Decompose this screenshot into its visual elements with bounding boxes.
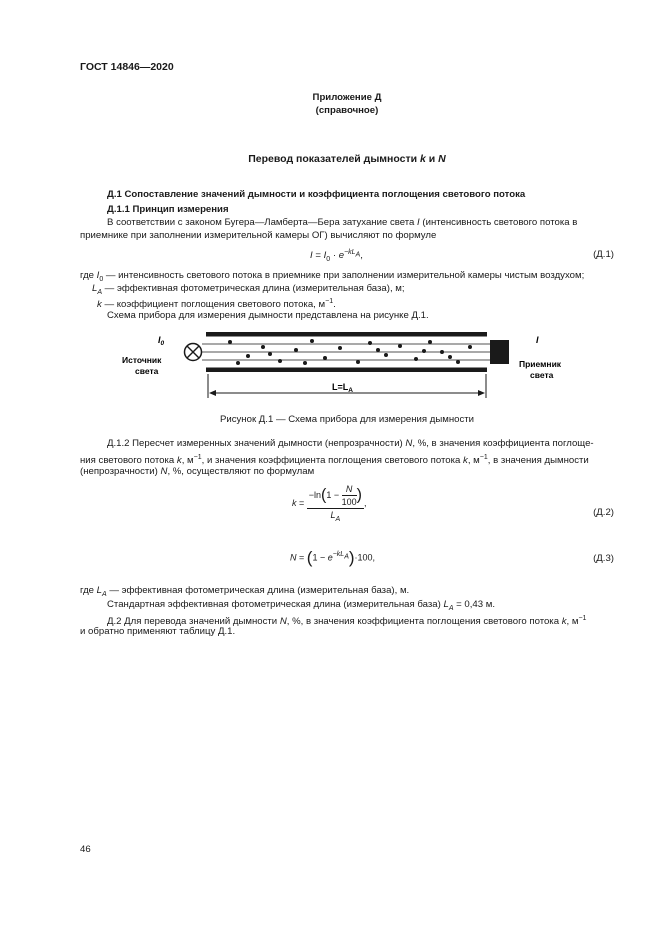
smoke-particle xyxy=(414,357,418,361)
smoke-particle xyxy=(261,345,265,349)
smoke-particle xyxy=(294,348,298,352)
tube-bottom-wall xyxy=(206,368,487,373)
equation-number-d2: (Д.2) xyxy=(593,507,614,518)
receiver-label: света xyxy=(530,370,554,380)
paragraph-line: (непрозрачности) N, %, осуществляют по формулам xyxy=(80,466,315,477)
paragraph-line: Д.1.2 Пересчет измеренных значений дымности (непрозрачности) N, %, в значения коэффициента поглоще- xyxy=(107,438,594,449)
equation-number-d3: (Д.3) xyxy=(593,553,614,564)
paragraph-line: и обратно применяют таблицу Д.1. xyxy=(80,626,236,637)
source-label: света xyxy=(135,366,159,376)
figure-caption: Рисунок Д.1 — Схема прибора для измерения дымности xyxy=(219,414,475,425)
figure-d1 xyxy=(120,328,580,408)
smoke-particle xyxy=(356,360,360,364)
appendix-title: Приложение Д xyxy=(312,92,382,103)
d11-heading: Д.1.1 Принцип измерения xyxy=(107,204,229,215)
equation-d2: k = −ln(1 − $\frac{N}{100}$ ) $L_A$ , xyxy=(292,484,367,523)
page-number: 46 xyxy=(80,844,91,855)
smoke-particle xyxy=(338,346,342,350)
smoke-particle xyxy=(398,344,402,348)
paragraph-line: В соответствии с законом Бугера—Ламберта—Бера затухание света I (интенсивность светового потока в xyxy=(107,217,578,228)
smoke-particle xyxy=(376,348,380,352)
smoke-particle xyxy=(303,361,307,365)
smoke-particle xyxy=(246,354,250,358)
standard-header: ГОСТ 14846—2020 xyxy=(80,61,174,73)
smoke-particle xyxy=(323,356,327,360)
smoke-particle xyxy=(368,341,372,345)
smoke-particle xyxy=(384,353,388,357)
scheme-reference: Схема прибора для измерения дымности представлена на рисунке Д.1. xyxy=(107,310,429,321)
where-line: $L_A$ — эффективная фотометрическая длина (измерительная база), м; xyxy=(92,283,405,296)
section-title: Перевод показателей дымности k и N xyxy=(248,153,446,165)
paragraph-line: приемнике при заполнении измерительной камеры ОГ) вычисляют по формуле xyxy=(80,230,437,241)
smoke-particle xyxy=(456,360,460,364)
arrow-right-icon xyxy=(478,390,485,396)
paragraph-line: Стандартная эффективная фотометрическая длина (измерительная база) $L_A = 0,43$ м. xyxy=(107,599,496,612)
smoke-particle xyxy=(228,340,232,344)
smoke-particle xyxy=(428,340,432,344)
paragraph-line: ния светового потока k, $м^{-1}$, и значения коэффициента поглощения светового потока k, $м^{-1}$, в значения дымности xyxy=(80,454,589,467)
tube-top-wall xyxy=(206,332,487,337)
smoke-particle xyxy=(440,350,444,354)
light-receiver xyxy=(490,340,509,364)
smoke-particle xyxy=(468,345,472,349)
equation-d3: $N = (1 - e^{-kL_A})\cdot 100$, xyxy=(290,548,376,567)
figure-i0-label: $I_0$ xyxy=(158,335,165,347)
equation-d1: $I = I_0 \cdot e^{-kL_A}$, xyxy=(310,249,363,264)
where-line: где $I_0$ — интенсивность светового потока в приемнике при заполнении измерительной камеры чистым воздухом; xyxy=(80,270,585,283)
equation-number-d1: (Д.1) xyxy=(593,249,614,260)
smoke-particle xyxy=(278,359,282,363)
smoke-particle xyxy=(310,339,314,343)
paragraph-line: Д.2 Для перевода значений дымности N, %, в значения коэффициента поглощения светового потока k, $м^{-1}$ xyxy=(107,615,587,628)
appendix-note: (справочное) xyxy=(315,105,379,116)
length-label: $L=L_A$ xyxy=(332,382,353,394)
smoke-particle xyxy=(236,361,240,365)
d1-heading: Д.1 Сопоставление значений дымности и коэффициента поглощения светового потока xyxy=(107,189,526,200)
source-label: Источник xyxy=(122,355,162,365)
arrow-left-icon xyxy=(209,390,216,396)
where-line: где $L_A$ — эффективная фотометрическая длина (измерительная база), м. xyxy=(80,585,410,598)
receiver-label: Приемник xyxy=(519,359,562,369)
figure-i-label: I xyxy=(536,335,539,345)
where-line: k — коэффициент поглощения светового потока, $м^{-1}$. xyxy=(97,298,336,311)
smoke-particle xyxy=(268,352,272,356)
smoke-particle xyxy=(448,355,452,359)
smoke-particle xyxy=(422,349,426,353)
light-source-icon xyxy=(185,344,202,361)
